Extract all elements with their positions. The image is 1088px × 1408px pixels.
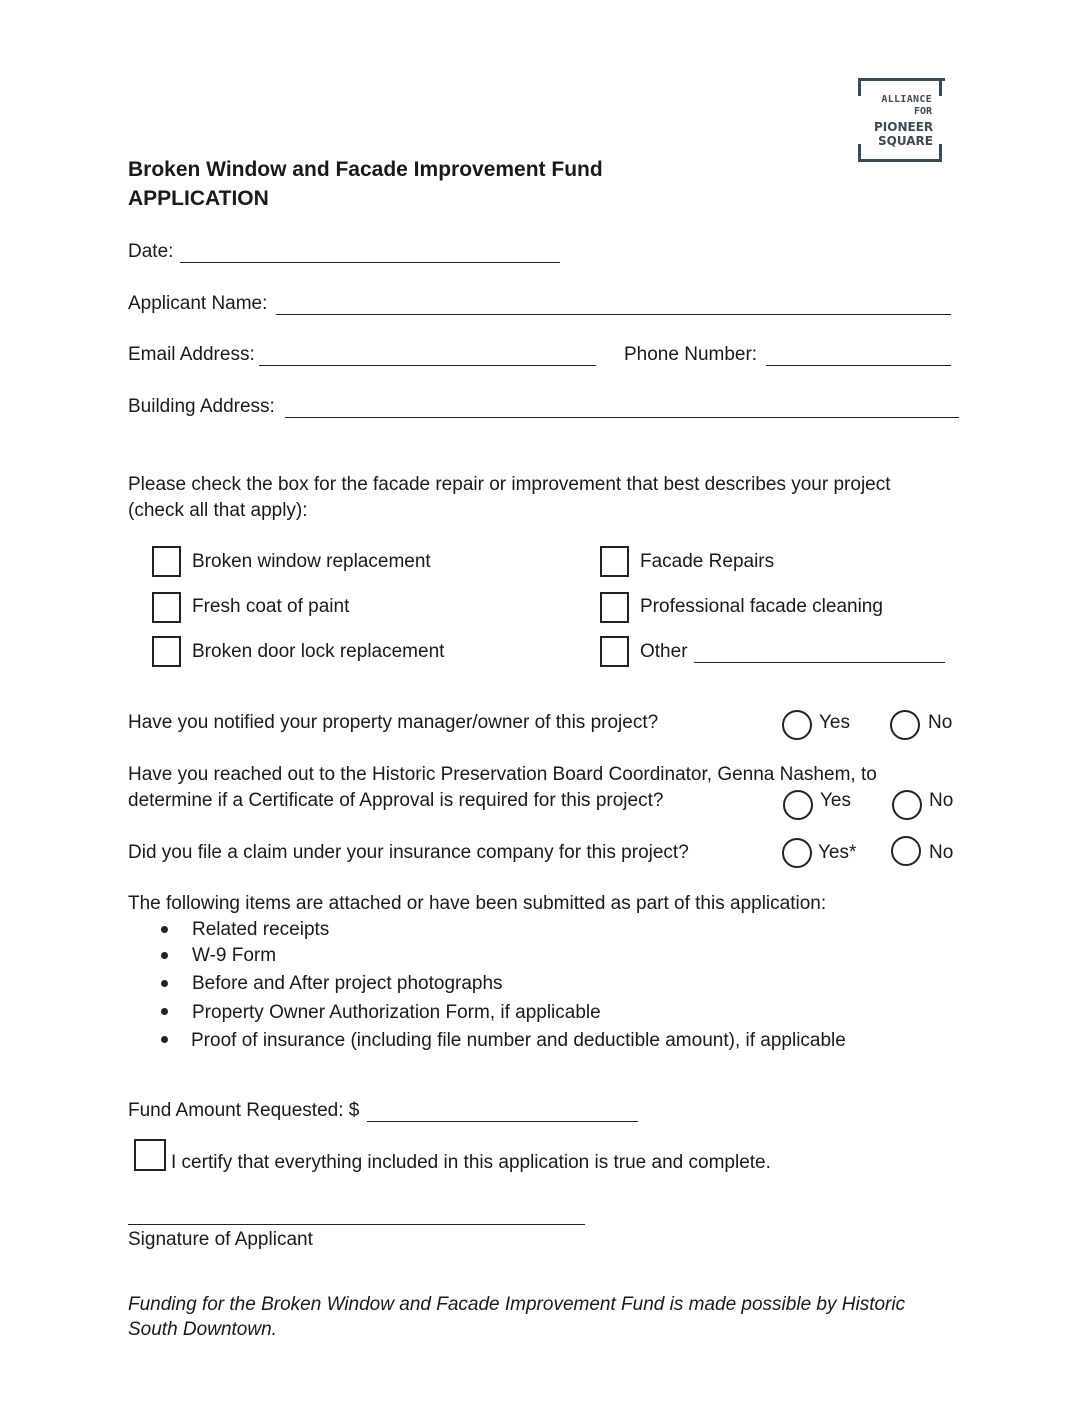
label-q3-no: No [929,842,954,863]
checkbox-fresh-paint[interactable] [152,592,181,623]
project-instruction-line1: Please check the box for the facade repair or improvement that best describes your project [128,474,891,495]
radio-q3-no[interactable] [891,836,921,866]
logo-text-for: FOR [913,106,932,117]
label-broken-window: Broken window replacement [192,551,431,572]
checkbox-facade-repairs[interactable] [600,546,629,577]
checkbox-door-lock[interactable] [152,636,181,667]
signature-label: Signature of Applicant [128,1229,313,1250]
bullet-icon [161,1008,168,1015]
bullet-icon [161,952,168,959]
logo-text-pioneer: PIONEER [874,120,934,134]
signature-field[interactable] [128,1206,585,1225]
logo-frame-corner-tr [939,78,942,96]
fund-amount-label: Fund Amount Requested: $ [128,1100,360,1121]
label-facade-cleaning: Professional facade cleaning [640,596,883,617]
label-q2-yes: Yes [820,790,851,811]
attachment-item-insurance: Proof of insurance (including file number and deductible amount), if applicable [191,1030,846,1051]
checkbox-broken-window[interactable] [152,546,181,577]
bullet-icon [161,1036,168,1043]
checkbox-facade-cleaning[interactable] [600,592,629,623]
attachment-item-owner-form: Property Owner Authorization Form, if applicable [192,1002,601,1023]
attachment-item-photos: Before and After project photographs [192,973,503,994]
logo-text-square: SQUARE [878,134,933,148]
form-title: Broken Window and Facade Improvement Fund [128,158,603,181]
attachment-item-receipts: Related receipts [192,919,330,940]
question-preservation-line2: determine if a Certificate of Approval is required for this project? [128,790,664,811]
logo-text-alliance: ALLIANCE [881,94,932,105]
fund-amount-field[interactable] [367,1103,638,1122]
project-instruction-line2: (check all that apply): [128,500,308,521]
date-label: Date: [128,241,174,262]
form-subtitle: APPLICATION [128,187,269,210]
footer-note-line1: Funding for the Broken Window and Facade Improvement Fund is made possible by Historic [128,1294,906,1315]
logo-frame-corner-bl [858,144,861,162]
other-field[interactable] [694,644,945,663]
applicant-name-field[interactable] [276,296,951,315]
logo-frame-bottom [858,159,942,162]
label-q2-no: No [929,790,954,811]
checkbox-certify[interactable] [134,1139,166,1171]
logo-frame-top [858,78,945,81]
label-q3-yes: Yes* [818,842,857,863]
attachments-intro: The following items are attached or have been submitted as part of this application: [128,893,827,914]
bullet-icon [161,980,168,987]
email-field[interactable] [259,347,596,366]
question-insurance-claim: Did you file a claim under your insurance company for this project? [128,842,689,863]
building-address-label: Building Address: [128,396,275,417]
label-door-lock: Broken door lock replacement [192,641,445,662]
radio-q1-no[interactable] [890,710,920,740]
radio-q1-yes[interactable] [782,710,812,740]
label-facade-repairs: Facade Repairs [640,551,775,572]
label-fresh-paint: Fresh coat of paint [192,596,350,617]
applicant-name-label: Applicant Name: [128,293,268,314]
date-field[interactable] [180,244,560,263]
footer-note-line2: South Downtown. [128,1319,277,1340]
certify-text: I certify that everything included in this application is true and complete. [171,1152,771,1173]
phone-field[interactable] [766,347,951,366]
label-q1-no: No [928,712,953,733]
logo-frame-corner-tl [858,78,861,96]
email-label: Email Address: [128,344,255,365]
label-other: Other [640,641,688,662]
label-q1-yes: Yes [819,712,850,733]
radio-q3-yes[interactable] [782,838,812,868]
bullet-icon [161,926,168,933]
attachment-item-w9: W-9 Form [192,945,277,966]
alliance-logo [858,78,942,162]
checkbox-other[interactable] [600,636,629,667]
radio-q2-yes[interactable] [783,790,813,820]
phone-label: Phone Number: [624,344,758,365]
logo-frame-corner-br [939,144,942,162]
question-preservation-line1: Have you reached out to the Historic Preservation Board Coordinator, Genna Nashem, to [128,764,877,785]
question-manager-notified: Have you notified your property manager/owner of this project? [128,712,659,733]
building-address-field[interactable] [285,399,959,418]
radio-q2-no[interactable] [892,790,922,820]
